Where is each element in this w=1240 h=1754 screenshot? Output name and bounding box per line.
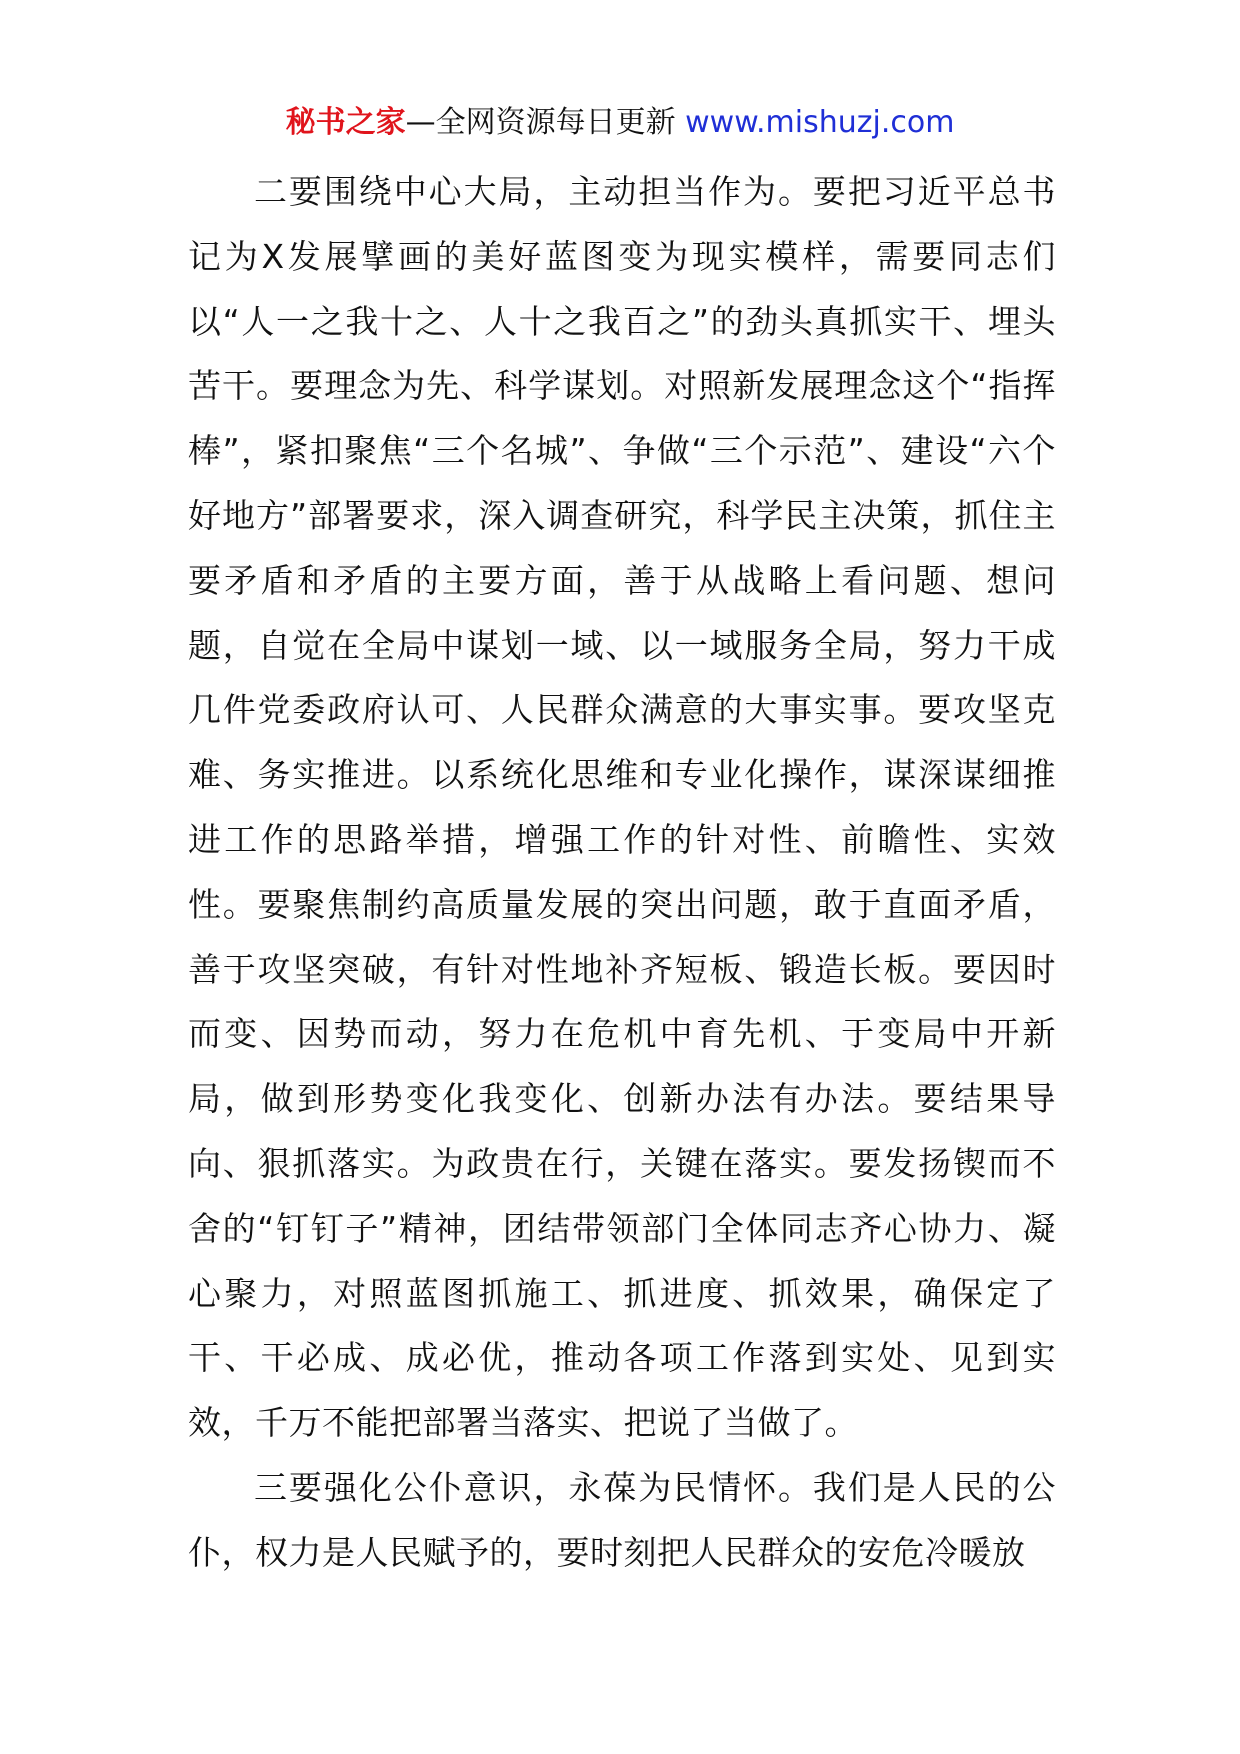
site-url-link[interactable]: www.mishuzj.com — [685, 105, 955, 140]
page-header — [0, 103, 1240, 143]
paragraph-2: 二要围绕中心大局，主动担当作为。要把习近平总书记为X发展擘画的美好蓝图变为现实模样，需要同志们以“人一之我十之、人十之我百之”的劲头真抓实干、埋头苦干。要理念为先、科学谋划。对照新发展理念这个“指挥棒”，紧扣聚焦“三个名城”、争做“三个示范”、建设“六个好地方”部署要求，深入调查研究，科学民主决策，抓住主要矛盾和矛盾的主要方面，善于从战略上看问题、想问题，自觉在全局中谋划一域、以一域服务全局，努力干成几件党委政府认可、人民群众满意的大事实事。要攻坚克难、务实推进。以系统化思维和专业化操作，谋深谋细推进工作的思路举措，增强工作的针对性、前瞻性、实效性。要聚焦制约高质量发展的突出问题，敢于直面矛盾，善于攻坚突破，有针对性地补齐短板、锻造长板。要因时而变、因势而动，努力在危机中育先机、于变局中开新局，做到形势变化我变化、创新办法有办法。要结果导向、狠抓落实。为政贵在行，关键在落实。要发扬锲而不舍的“钉钉子”精神，团结带领部门全体同志齐心协力、凝心聚力，对照蓝图抓施工、抓进度、抓效果，确保定了干、干必成、成必优，推动各项工作落到实处、见到实效，千万不能把部署当落实、把说了当做了。 — [188, 172, 1056, 1443]
header-tagline: —全网资源每日更新 — [405, 105, 676, 140]
document-body — [188, 160, 1056, 1586]
brand-name: 秘书之家 — [285, 105, 406, 140]
paragraph-3: 三要强化公仆意识，永葆为民情怀。我们是人民的公仆，权力是人民赋予的，要时刻把人民群众的安危冷暖放 — [188, 1467, 1056, 1572]
